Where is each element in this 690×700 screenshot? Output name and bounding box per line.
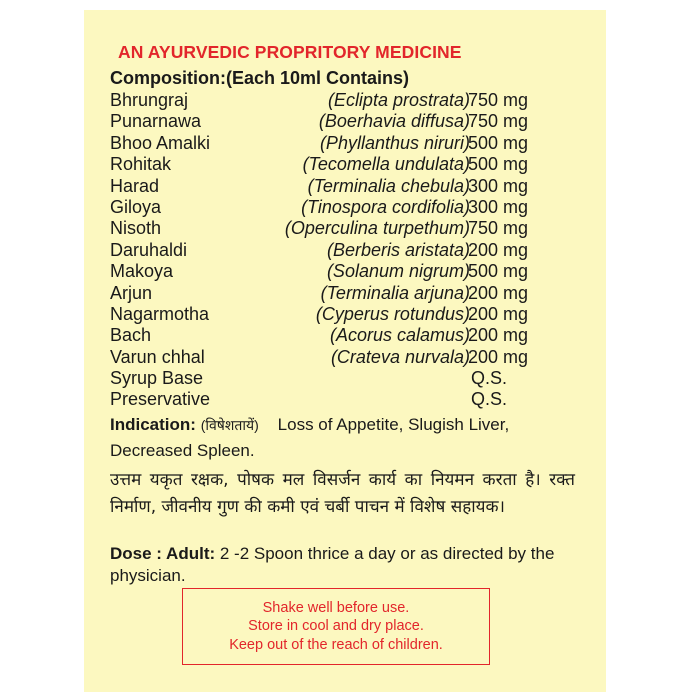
ingredient-name: Nagarmotha <box>110 303 210 324</box>
indication-label: Indication: <box>110 415 196 434</box>
ingredient-dose: 500 mg <box>468 132 529 153</box>
ingredient-botanical-name: (Terminalia arjuna) <box>320 282 470 303</box>
ingredient-dose: 500 mg <box>468 154 529 175</box>
ingredient-dose: Q.S. <box>471 389 508 410</box>
ingredient-botanical-name: (Phyllanthus niruri) <box>319 132 470 153</box>
ingredient-row <box>110 347 580 368</box>
ingredient-dose: 200 mg <box>468 282 529 303</box>
ingredient-name: Preservative <box>110 389 211 410</box>
ingredient-name: Varun chhal <box>110 346 205 367</box>
ingredient-name: Bach <box>110 325 152 346</box>
ingredient-name: Harad <box>110 175 160 196</box>
ingredient-name: Syrup Base <box>110 368 204 389</box>
ingredient-dose: 500 mg <box>468 261 529 282</box>
indication-text: Loss of Appetite, Slugish Liver, Decreased Spleen. <box>110 415 510 460</box>
ingredient-row <box>110 111 580 132</box>
ingredient-dose: 200 mg <box>468 239 529 260</box>
ingredient-botanical-name: (Cyperus rotundus) <box>315 303 470 324</box>
ingredient-name: Punarnawa <box>110 111 202 132</box>
ingredient-row <box>110 325 580 346</box>
ingredient-dose: 200 mg <box>468 325 529 346</box>
ingredient-dose: 300 mg <box>468 175 529 196</box>
ingredient-list <box>110 90 580 411</box>
ingredient-row <box>110 368 580 389</box>
ingredient-name: Makoya <box>110 261 174 282</box>
indication-hindi-label: (विषेशतायें) <box>200 417 259 433</box>
ingredient-dose: Q.S. <box>471 368 508 389</box>
ingredient-row <box>110 261 580 282</box>
ingredient-botanical-name: (Operculina turpethum) <box>284 218 470 239</box>
ingredient-row <box>110 154 580 175</box>
ingredient-dose: 750 mg <box>468 90 529 110</box>
ingredient-dose: 750 mg <box>468 111 529 132</box>
caution-line: Keep out of the reach of children. <box>229 636 443 653</box>
ingredient-row <box>110 133 580 154</box>
dose-label: Dose : Adult: <box>110 544 216 563</box>
ingredient-name: Bhrungraj <box>110 90 189 110</box>
ingredient-botanical-name: (Boerhavia diffusa) <box>318 111 470 132</box>
ingredient-name: Bhoo Amalki <box>110 132 211 153</box>
composition-title: Composition:(Each 10ml Contains) <box>110 68 410 88</box>
ingredient-row <box>110 218 580 239</box>
indication-section <box>110 412 585 464</box>
ingredient-dose: 300 mg <box>468 196 529 217</box>
medicine-heading: AN AYURVEDIC PROPRITORY MEDICINE <box>118 42 462 62</box>
ingredient-botanical-name: (Terminalia chebula) <box>307 175 470 196</box>
ingredient-dose: 750 mg <box>468 218 529 239</box>
ingredient-row <box>110 283 580 304</box>
ingredient-row <box>110 304 580 325</box>
label-panel <box>84 10 606 692</box>
ingredient-name: Daruhaldi <box>110 239 188 260</box>
ingredient-name: Arjun <box>110 282 153 303</box>
ingredient-name: Giloya <box>110 196 162 217</box>
hindi-description: उत्तम यकृत रक्षक, पोषक मल विसर्जन कार्य का नियमन करता है। रक्त निर्माण, जीवनीय गुण की कमी एवं चर्बी पाचन में विशेष सहायक। <box>110 470 575 517</box>
ingredient-dose: 200 mg <box>468 303 529 324</box>
ingredient-botanical-name: (Crateva nurvala) <box>330 346 470 367</box>
dose-text: 2 -2 Spoon thrice a day or as directed by the physician. <box>110 544 555 585</box>
ingredient-botanical-name: (Acorus calamus) <box>329 325 470 346</box>
ingredient-dose: 200 mg <box>468 346 529 367</box>
caution-line: Shake well before use. <box>262 599 410 616</box>
ingredient-botanical-name: (Berberis aristata) <box>326 239 470 260</box>
ingredient-botanical-name: (Tinospora cordifolia) <box>301 196 470 217</box>
ingredient-name: Rohitak <box>110 154 172 175</box>
ingredient-row <box>110 90 580 111</box>
ingredient-row <box>110 176 580 197</box>
ingredient-botanical-name: (Eclipta prostrata) <box>327 90 470 110</box>
caution-line: Store in cool and dry place. <box>248 618 424 635</box>
ingredient-row <box>110 389 580 410</box>
ingredient-botanical-name: (Tecomella undulata) <box>302 154 470 175</box>
ingredient-botanical-name: (Solanum nigrum) <box>326 261 470 282</box>
caution-box <box>182 588 490 665</box>
ingredient-row <box>110 240 580 261</box>
dose-section <box>110 543 585 587</box>
ingredient-name: Nisoth <box>110 218 162 239</box>
ingredient-row <box>110 197 580 218</box>
